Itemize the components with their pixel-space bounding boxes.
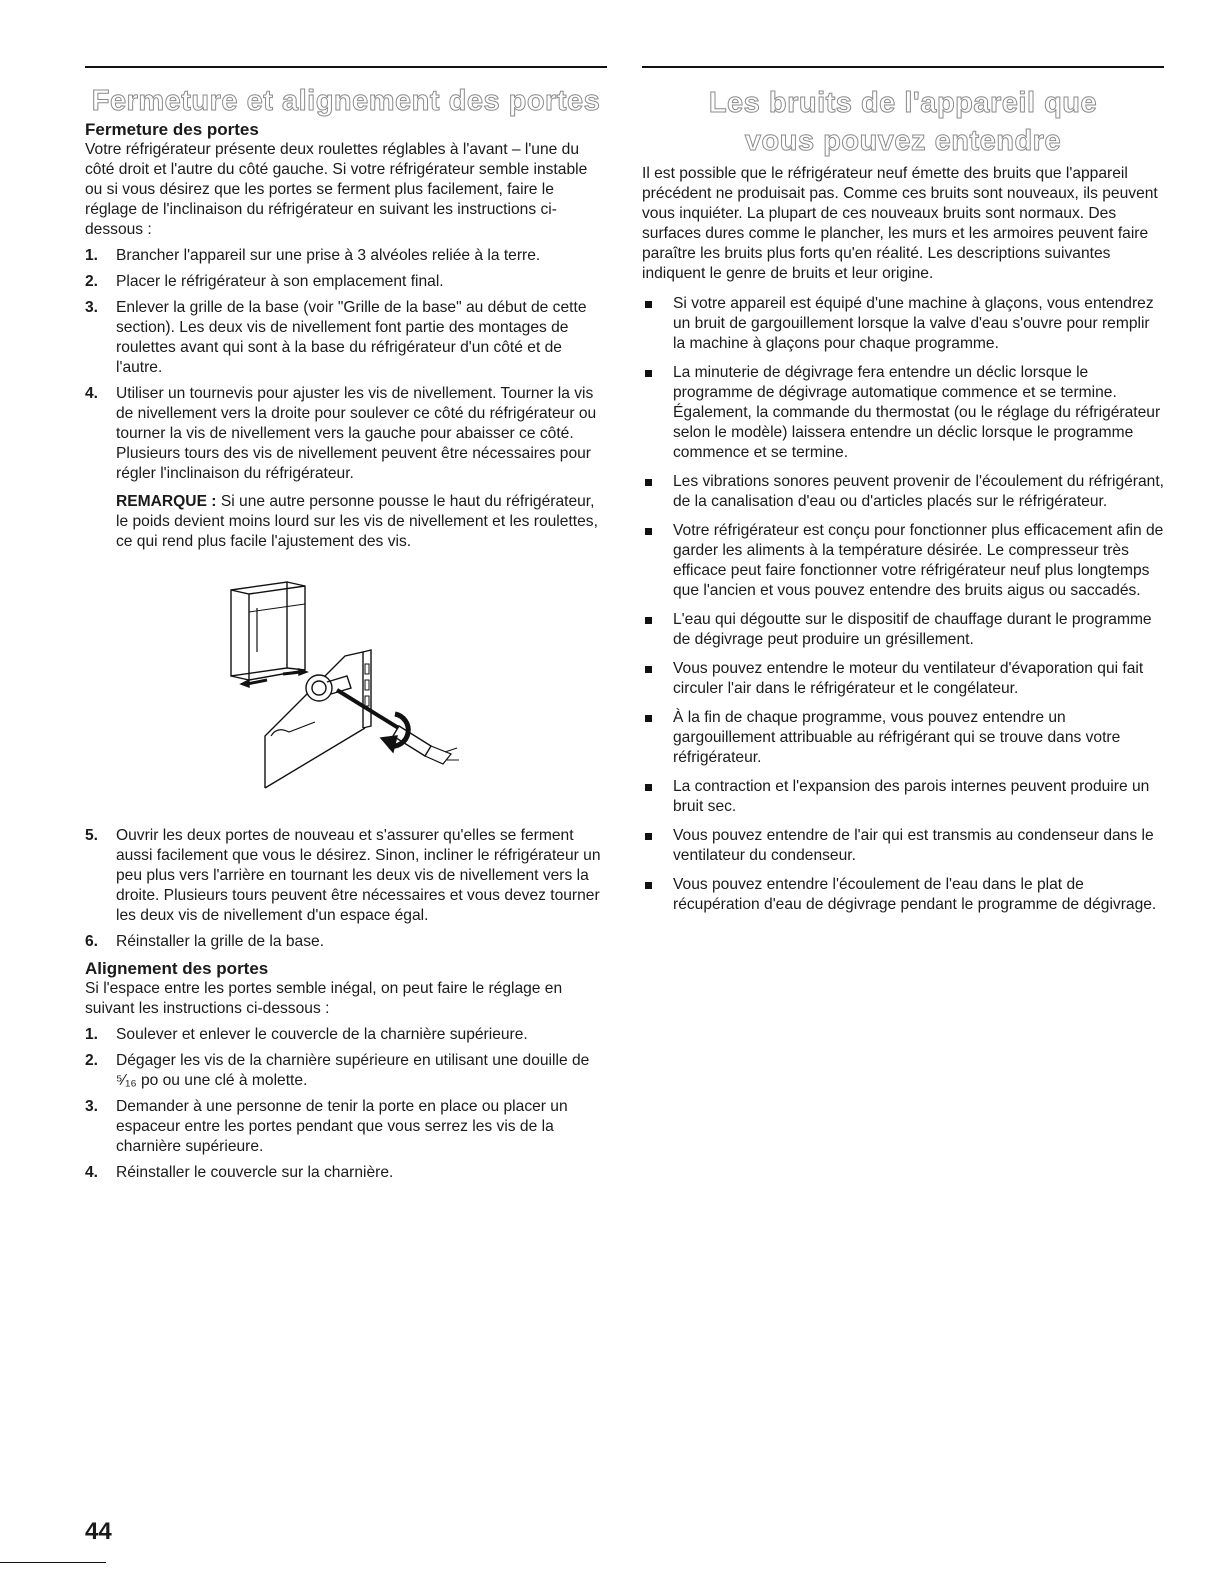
step-text: Réinstaller la grille de la base. xyxy=(116,933,325,950)
list-item xyxy=(642,708,1164,768)
step-text: Dégager les vis de la charnière supérieure en utilisant une douille de ⁵⁄₁₆ po ou une clé à molette. xyxy=(116,1052,590,1089)
step-number: 4. xyxy=(85,385,99,402)
note-label: REMARQUE : xyxy=(116,493,217,510)
step-text: Ouvrir les deux portes de nouveau et s'assurer qu'elles se ferment aussi facilement que vous le désirez. Sinon, incliner le réfrigérateur un peu plus vers l'arrière en tournant les deux vis de nivellement vers la droite. Plusieurs tours peuvent être nécessaires et vous devez tourner les deux vis de nivellement d'un espace égal. xyxy=(116,827,601,924)
list-item xyxy=(85,246,607,266)
bullet-text: La contraction et l'expansion des parois internes peuvent produire un bruit sec. xyxy=(673,778,1150,815)
step-number: 1. xyxy=(85,247,99,264)
bullet-text: La minuterie de dégivrage fera entendre un déclic lorsque le programme de dégivrage automatique commence et se termine. Également, la commande du thermostat (ou le réglage du réfrigérateur selon le modèle) laissera entendre un déclic lorsque le programme commence et se termine. xyxy=(673,364,1161,461)
list-item xyxy=(85,1051,607,1091)
step-number: 6. xyxy=(85,933,99,950)
list-item xyxy=(85,1097,607,1157)
list-item xyxy=(85,932,607,952)
subhead-alignment: Alignement des portes xyxy=(85,959,269,978)
bullet-text: Votre réfrigérateur est conçu pour fonctionner plus efficacement afin de garder les aliments à la température désirée. Le compresseur très efficace peut faire fonctionner votre réfrigérateur neuf plus longtemps que l'ancien et vous pouvez entendre des bruits aigus ou saccadés. xyxy=(673,522,1164,599)
bullet-text: À la fin de chaque programme, vous pouvez entendre un gargouillement attribuable au réfrigérant qui se trouve dans votre réfrigérateur. xyxy=(673,709,1121,766)
noises-list xyxy=(642,294,1164,915)
list-item xyxy=(85,1025,607,1045)
bullet-text: Vous pouvez entendre de l'air qui est transmis au condenseur dans le ventilateur du condenseur. xyxy=(673,827,1154,864)
square-bullet-icon xyxy=(645,528,652,535)
list-item xyxy=(85,298,607,378)
step-text: Demander à une personne de tenir la porte en place ou placer un espaceur entre les portes pendant que vous serrez les vis de la charnière supérieure. xyxy=(116,1098,568,1155)
bullet-text: Vous pouvez entendre l'écoulement de l'eau dans le plat de récupération d'eau de dégivrage pendant le programme de dégivrage. xyxy=(673,876,1157,913)
closing-steps xyxy=(85,246,607,552)
list-item xyxy=(85,272,607,292)
list-item xyxy=(85,384,607,552)
left-column xyxy=(85,66,607,1189)
note-text: Si une autre personne pousse le haut du réfrigérateur, le poids devient moins lourd sur les vis de nivellement et les roulettes, ce qui rend plus facile l'ajustement des vis. xyxy=(116,493,598,550)
square-bullet-icon xyxy=(645,833,652,840)
closing-intro: Votre réfrigérateur présente deux roulettes réglables à l'avant – l'une du côté droit et l'autre du côté gauche. Si votre réfrigérateur semble instable ou si vous désirez que les portes se ferment plus facilement, faire le réglage de l'inclinaison du réfrigérateur en suivant les instructions ci-dessous : xyxy=(85,141,588,238)
list-item xyxy=(642,294,1164,354)
list-item xyxy=(642,777,1164,817)
step-text: Utiliser un tournevis pour ajuster les vis de nivellement. Tourner la vis de nivellement vers la droite pour soulever ce côté du réfrigérateur ou tourner la vis de nivellement vers la gauche pour abaisser ce côté. Plusieurs tours des vis de nivellement peuvent être nécessaires pour régler l'inclinaison du réfrigérateur. xyxy=(116,385,597,482)
step-text: Brancher l'appareil sur une prise à 3 alvéoles reliée à la terre. xyxy=(116,247,541,264)
top-rule-right xyxy=(642,66,1164,68)
section-title-doors: Fermeture et alignement des portes xyxy=(91,85,601,117)
refrigerator-leveling-illustration xyxy=(219,576,519,806)
right-column xyxy=(642,66,1164,924)
step-number: 1. xyxy=(85,1026,99,1043)
list-item xyxy=(642,521,1164,601)
square-bullet-icon xyxy=(645,370,652,377)
step-number: 3. xyxy=(85,1098,99,1115)
list-item xyxy=(642,875,1164,915)
subhead-closing: Fermeture des portes xyxy=(85,120,259,139)
note xyxy=(116,492,607,552)
step-number: 4. xyxy=(85,1164,99,1181)
bullet-text: L'eau qui dégoutte sur le dispositif de chauffage durant le programme de dégivrage peut produire un grésillement. xyxy=(673,611,1152,648)
step-number: 5. xyxy=(85,827,99,844)
list-item xyxy=(85,826,607,926)
step-text: Réinstaller le couvercle sur la charnière. xyxy=(116,1164,394,1181)
square-bullet-icon xyxy=(645,666,652,673)
bottom-rule xyxy=(0,1562,106,1563)
list-item xyxy=(642,826,1164,866)
square-bullet-icon xyxy=(645,784,652,791)
list-item xyxy=(642,610,1164,650)
square-bullet-icon xyxy=(645,882,652,889)
list-item xyxy=(642,659,1164,699)
alignment-intro: Si l'espace entre les portes semble inégal, on peut faire le réglage en suivant les instructions ci-dessous : xyxy=(85,980,563,1017)
step-text: Soulever et enlever le couvercle de la charnière supérieure. xyxy=(116,1026,528,1043)
top-rule-left xyxy=(85,66,607,68)
section-title-noises: Les bruits de l'appareil que vous pouvez entendre xyxy=(708,87,1098,157)
noises-intro: Il est possible que le réfrigérateur neuf émette des bruits que l'appareil précédent ne produisait pas. Comme ces bruits sont nouveaux, ils peuvent vous inquiéter. La plupart de ces nouveaux bruits sont normaux. Des surfaces dures comme le plancher, les murs et les armoires peuvent faire paraître les bruits plus forts qu'en réalité. Les descriptions suivantes indiquent le genre de bruits et leur origine. xyxy=(642,165,1158,282)
square-bullet-icon xyxy=(645,617,652,624)
step-text: Placer le réfrigérateur à son emplacement final. xyxy=(116,273,444,290)
bullet-text: Vous pouvez entendre le moteur du ventilateur d'évaporation qui fait circuler l'air dans le réfrigérateur et le congélateur. xyxy=(673,660,1144,697)
list-item xyxy=(85,1163,607,1183)
square-bullet-icon xyxy=(645,479,652,486)
square-bullet-icon xyxy=(645,301,652,308)
alignment-steps xyxy=(85,1025,607,1183)
step-text: Enlever la grille de la base (voir "Grille de la base" au début de cette section). Les deux vis de nivellement font partie des montages de roulettes avant qui sont à la base du réfrigérateur d'un côté et de l'autre. xyxy=(116,299,587,376)
step-number: 3. xyxy=(85,299,99,316)
closing-steps-continued xyxy=(85,826,607,952)
page-number: 44 xyxy=(85,1518,112,1545)
list-item xyxy=(642,363,1164,463)
square-bullet-icon xyxy=(645,715,652,722)
bullet-text: Si votre appareil est équipé d'une machine à glaçons, vous entendrez un bruit de gargouillement lorsque la valve d'eau s'ouvre pour remplir la machine à glaçons pour chaque programme. xyxy=(673,295,1154,352)
list-item xyxy=(642,472,1164,512)
step-number: 2. xyxy=(85,1052,99,1069)
step-number: 2. xyxy=(85,273,99,290)
bullet-text: Les vibrations sonores peuvent provenir de l'écoulement du réfrigérant, de la canalisation d'eau ou d'articles placés sur le réfrigérateur. xyxy=(673,473,1164,510)
